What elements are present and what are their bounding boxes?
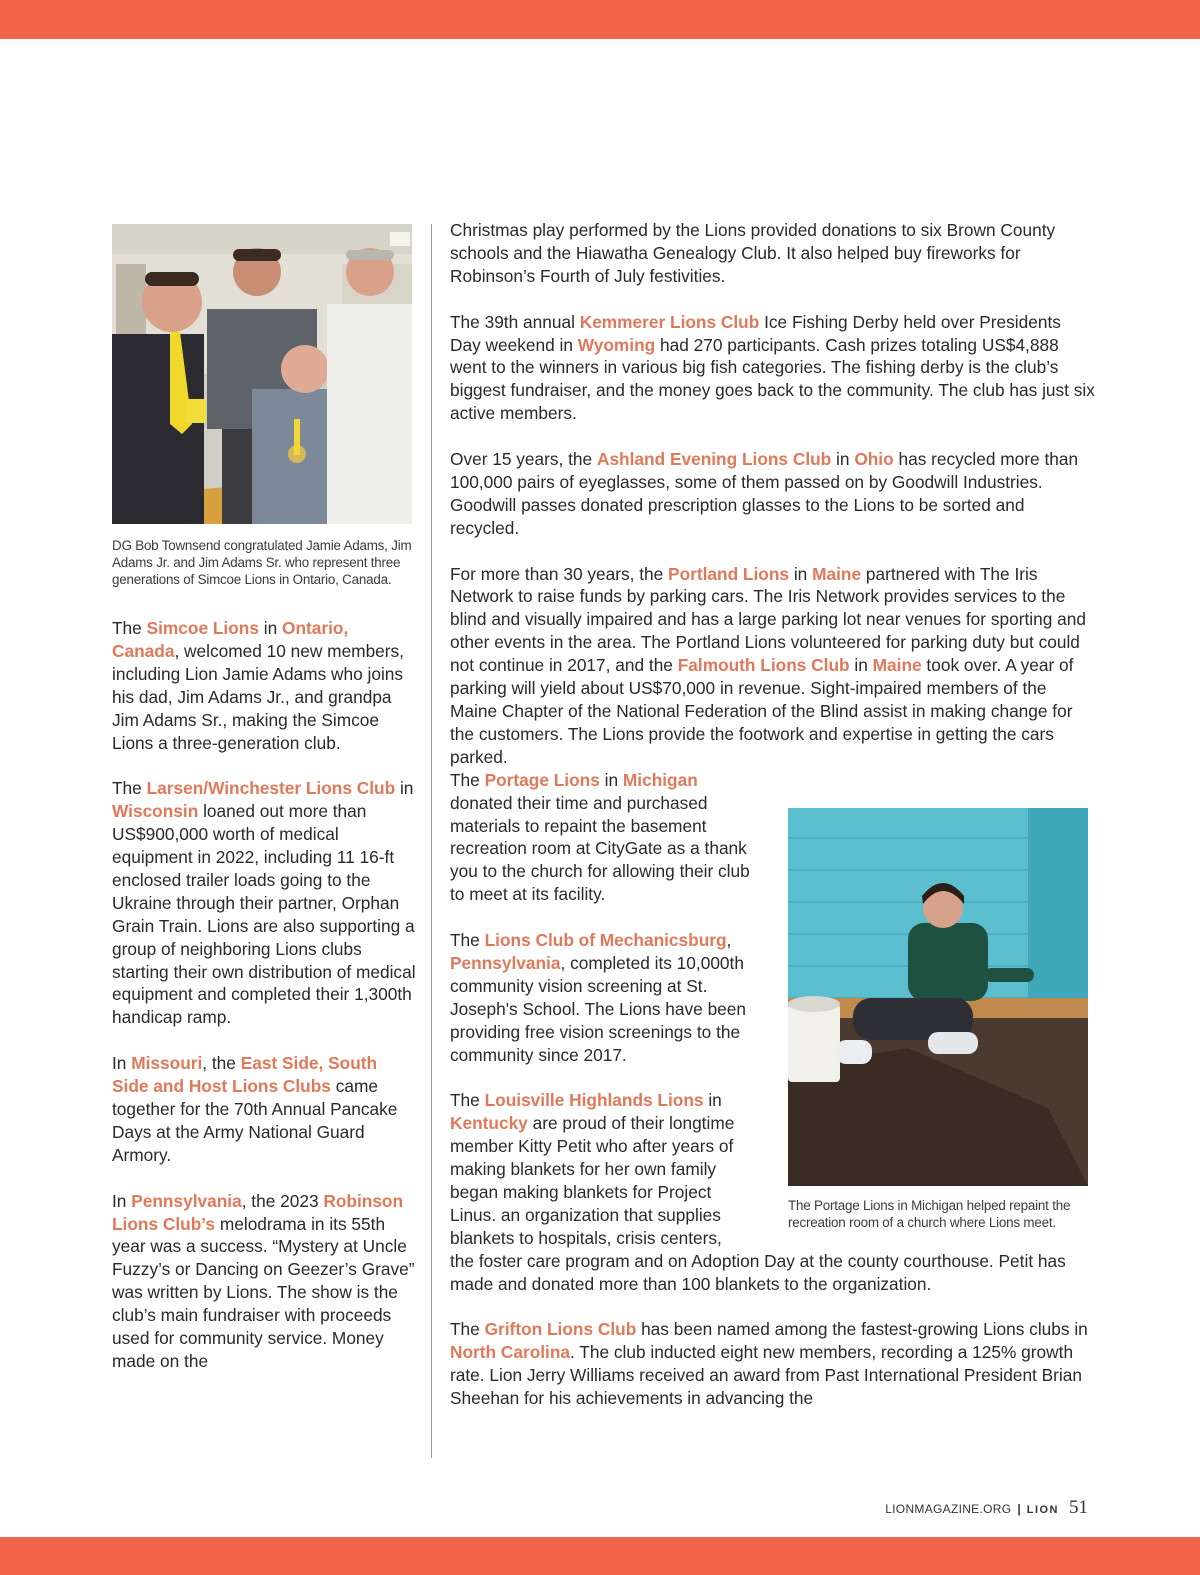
article-louisville-blankets: The Louisville Highlands Lions in Kentucky are proud of their longtime member Kitty Petit who after years of making blankets for her own family began making blankets for Project Linus. an organization that supplies blankets to hospitals, crisis centers, the foster care program and on Adoption Day at the county courthouse. Petit has made and donated more than 100 blankets to the organization. (450, 1090, 1066, 1294)
left-text-column (112, 617, 418, 1373)
page-number: 51 (1069, 1497, 1088, 1518)
article-grifton-growth: The Grifton Lions Club has been named among the fastest-growing Lions clubs in North Carolina. The club inducted eight new members, recording a 125% growth rate. Lion Jerry Williams received an award from Past International President Brian Sheehan for his achievements in advancing the (450, 1319, 1088, 1409)
article-simcoe-lions: The Simcoe Lions in Ontario, Canada, welcomed 10 new members, including Lion Jamie Adams who joins his dad, Jim Adams Jr., and grandpa Jim Adams Sr., making the Simcoe Lions a three-generation club. (112, 618, 404, 753)
photo-caption-left: DG Bob Townsend congratulated Jamie Adams, Jim Adams Jr. and Jim Adams Sr. who represent three generations of Simcoe Lions in Ontario, Canada. (112, 538, 412, 587)
photo-portage-lions (788, 808, 1088, 1186)
article-mechanicsburg-screening: The Lions Club of Mechanicsburg, Pennsylvania, completed its 10,000th community vision screening at St. Joseph's School. The Lions have been providing free vision screenings to the community since 2017. (450, 930, 747, 1065)
footer-separator: | (1017, 1502, 1021, 1516)
photo-caption-right: The Portage Lions in Michigan helped repaint the recreation room of a church where Lions meet. (788, 1198, 1071, 1230)
article-portland-parking: For more than 30 years, the Portland Lions in Maine partnered with The Iris Network to raise funds by parking cars. The Iris Network provides services to the blind and visually impaired and has a large parking lot near venues for sporting and other events in the area. The Portland Lions volunteered for parking duty but could not continue in 2017, and the Falmouth Lions Club in Maine took over. A year of parking will yield about US$70,000 in revenue. Sight-impaired members of the Maine Chapter of the National Federation of the Blind assist in making change for the customers. The Lions provide the footwork and expertise in getting the cars parked. (450, 563, 1086, 767)
article-kemmerer-derby: The 39th annual Kemmerer Lions Club Ice Fishing Derby held over Presidents Day weekend in Wyoming had 270 participants. Cash prizes totaling US$4,888 went to the winners in various big fish categories. The fishing derby is the club’s biggest fundraiser, and the money goes back to the community. The club has just six active members. (450, 311, 1095, 424)
bottom-color-band (0, 1537, 1200, 1575)
top-color-band (0, 0, 1200, 39)
article-ashland-eyeglasses: Over 15 years, the Ashland Evening Lions Club in Ohio has recycled more than 100,000 pairs of eyeglasses, some of them passed on by Goodwill Industries. Goodwill passes donated prescription glasses to the Lions to be sorted and recycled. (450, 449, 1079, 538)
column-divider (431, 224, 432, 1458)
footer-brand: LION (1026, 1504, 1059, 1516)
photo-simcoe-lions (112, 224, 412, 524)
article-larsen-winchester: The Larsen/Winchester Lions Club in Wisconsin loaned out more than US$900,000 worth of medical equipment in 2022, including 11 16-ft enclosed trailer loads going to the Ukraine through their partner, Orphan Grain Train. Lions are also supporting a group of neighboring Lions clubs starting their own distribution of medical equipment and completed their 1,300th handicap ramp. (112, 778, 416, 1028)
page-footer (885, 1497, 1088, 1519)
article-robinson-melodrama: In Pennsylvania, the 2023 Robinson Lions Club’s melodrama in its 55th year was a success. “Mystery at Uncle Fuzzy’s or Dancing on Geezer’s Grave” was written by Lions. The show is the club’s main fundraiser with proceeds used for community service. Money made on the (112, 1190, 415, 1371)
article-portage-citygate: The Portage Lions in Michigan donated their time and purchased materials to repaint the basement recreation room at CityGate as a thank you to the church for allowing their club to meet at its facility. (450, 769, 750, 905)
article-robinson-continued: Christmas play performed by the Lions provided donations to six Brown County schools and the Hiawatha Genealogy Club. It also helped buy fireworks for Robinson’s Fourth of July festivities. (450, 220, 1056, 286)
footer-site: LIONMAGAZINE.ORG (885, 1502, 1012, 1516)
article-missouri-pancake-days: In Missouri, the East Side, South Side and Host Lions Clubs came together for the 70th Annual Pancake Days at the Army National Guard Armory. (112, 1053, 398, 1165)
